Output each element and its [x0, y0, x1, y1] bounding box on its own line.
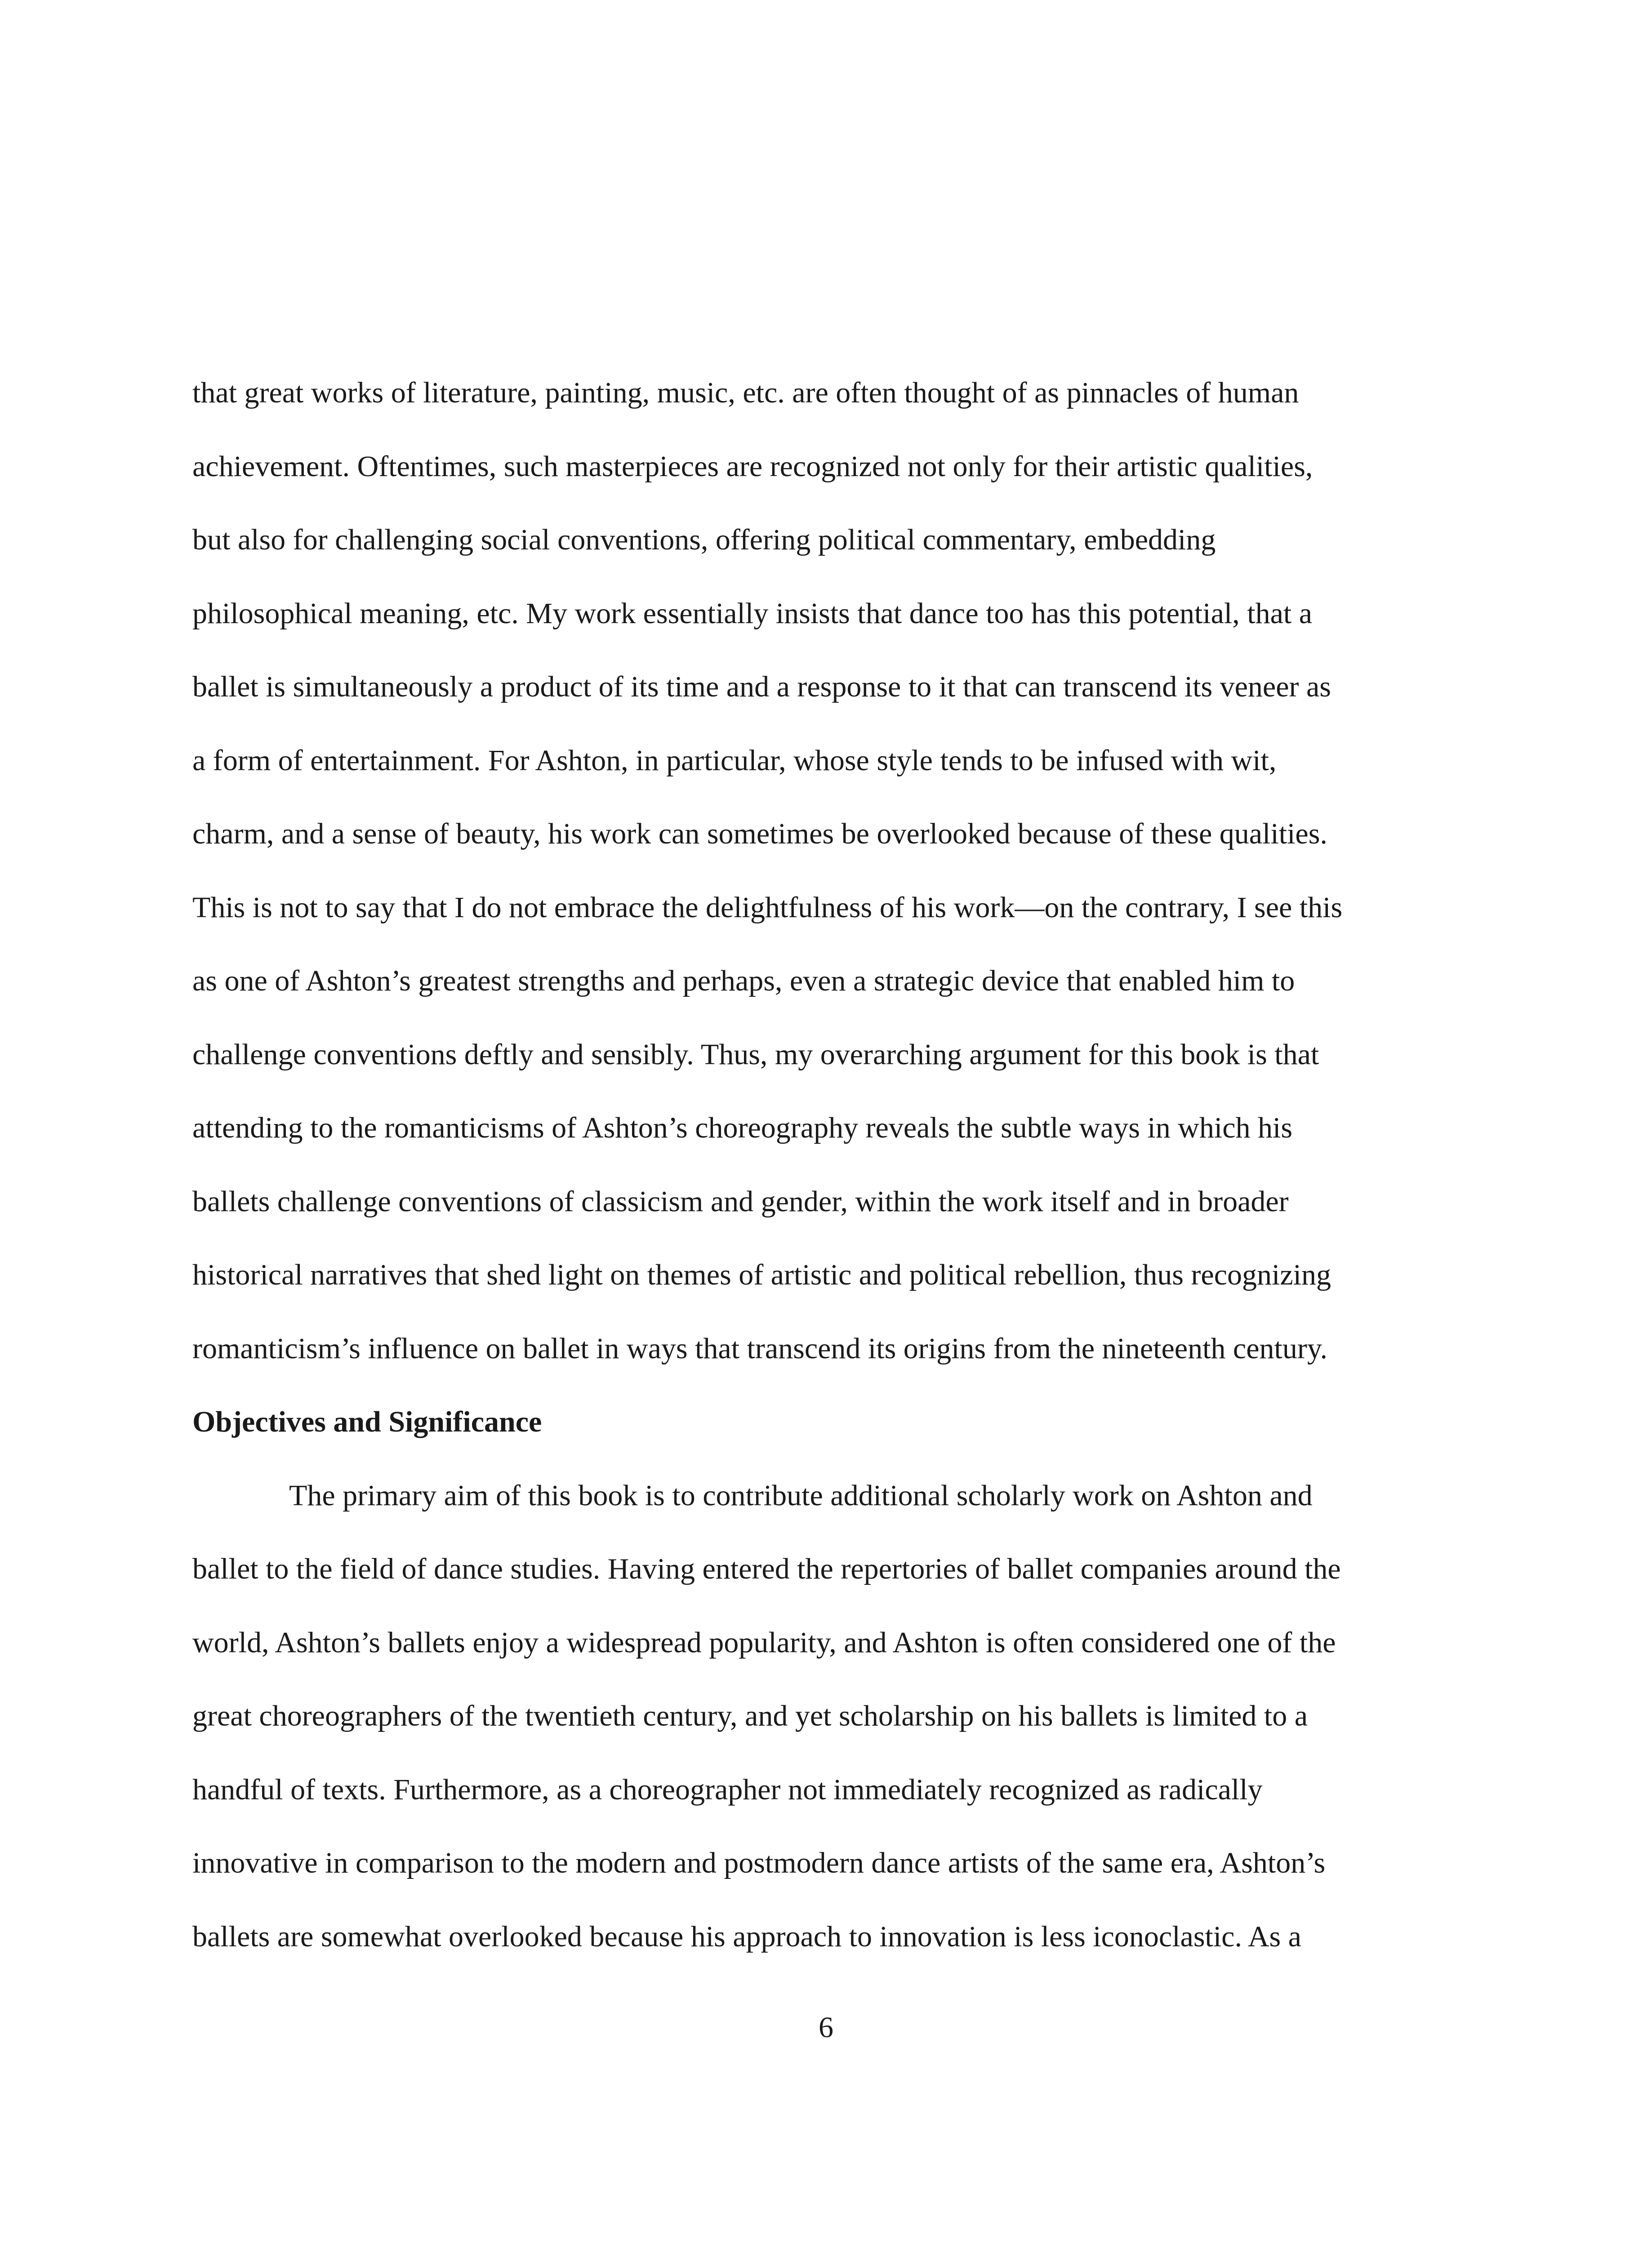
- body-text: [192, 356, 1541, 1973]
- section-heading: Objectives and Significance: [192, 1405, 542, 1438]
- text-line: world, Ashton’s ballets enjoy a widespread popularity, and Ashton is often considered one of the: [192, 1626, 1336, 1659]
- text-line: that great works of literature, painting, music, etc. are often thought of as pinnacles of human: [192, 376, 1299, 409]
- text-line: The primary aim of this book is to contribute additional scholarly work on Ashton and: [289, 1479, 1313, 1512]
- text-line: innovative in comparison to the modern and postmodern dance artists of the same era, Ashton’s: [192, 1847, 1326, 1879]
- text-line: a form of entertainment. For Ashton, in particular, whose style tends to be infused with wit,: [192, 744, 1277, 777]
- text-line: philosophical meaning, etc. My work essentially insists that dance too has this potential, that a: [192, 597, 1313, 630]
- text-line: ballet is simultaneously a product of its time and a response to it that can transcend its veneer as: [192, 670, 1331, 703]
- text-line: great choreographers of the twentieth century, and yet scholarship on his ballets is limited to a: [192, 1699, 1308, 1732]
- page-number: 6: [819, 2011, 833, 2044]
- text-line: ballets are somewhat overlooked because his approach to innovation is less iconoclastic. As a: [192, 1920, 1301, 1953]
- text-line: charm, and a sense of beauty, his work can sometimes be overlooked because of these qualities.: [192, 817, 1327, 850]
- text-line: but also for challenging social conventions, offering political commentary, embedding: [192, 523, 1216, 556]
- text-line: ballet to the field of dance studies. Having entered the repertories of ballet companies around the: [192, 1552, 1341, 1585]
- paragraph: [192, 1459, 1541, 1974]
- text-line: ballets challenge conventions of classicism and gender, within the work itself and in broader: [192, 1185, 1289, 1218]
- text-line: attending to the romanticisms of Ashton’s choreography reveals the subtle ways in which his: [192, 1111, 1293, 1144]
- text-line: as one of Ashton’s greatest strengths and perhaps, even a strategic device that enabled him to: [192, 964, 1295, 997]
- paragraph: [192, 356, 1541, 1385]
- text-line: This is not to say that I do not embrace the delightfulness of his work—on the contrary, I see this: [192, 891, 1343, 924]
- text-line: handful of texts. Furthermore, as a choreographer not immediately recognized as radically: [192, 1773, 1263, 1806]
- text-line: achievement. Oftentimes, such masterpieces are recognized not only for their artistic qualities,: [192, 450, 1313, 483]
- text-line: romanticism’s influence on ballet in ways that transcend its origins from the nineteenth century.: [192, 1332, 1328, 1365]
- text-line: challenge conventions deftly and sensibly. Thus, my overarching argument for this book is that: [192, 1038, 1319, 1071]
- text-line: historical narratives that shed light on themes of artistic and political rebellion, thus recognizing: [192, 1258, 1331, 1291]
